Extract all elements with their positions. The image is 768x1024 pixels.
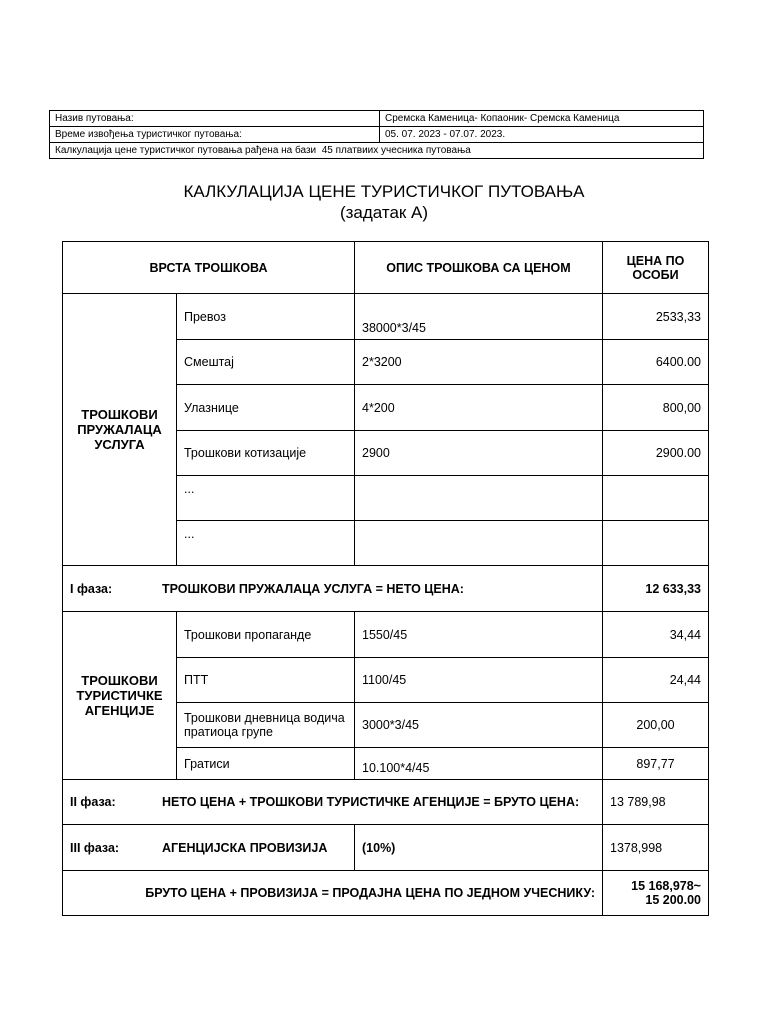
phase-1-row: [63, 566, 709, 612]
calc-basis-row: [50, 143, 704, 159]
phase-1-label: I фаза:: [70, 581, 113, 596]
cost-price: 34,44: [603, 612, 709, 658]
cost-description: 1100/45: [355, 658, 603, 703]
trip-info-table: [49, 110, 704, 159]
phase-2-text: НЕТО ЦЕНА + ТРОШКОВИ ТУРИСТИЧКЕ АГЕНЦИЈЕ = БРУТО ЦЕНА:: [162, 795, 580, 809]
cost-description: 4*200: [355, 385, 603, 431]
cost-description: 38000*3/45: [355, 294, 603, 340]
cost-price: 800,00: [603, 385, 709, 431]
phase-2-label: II фаза:: [70, 795, 116, 809]
cost-item: ...: [177, 476, 355, 521]
phase-2-value: 13 789,98: [603, 780, 709, 825]
cost-description: 3000*3/45: [355, 703, 603, 748]
trip-name-value: Сремска Каменица- Копаоник- Сремска Каменица: [380, 111, 704, 127]
cost-item: Трошкови котизације: [177, 431, 355, 476]
cost-item: Превоз: [177, 294, 355, 340]
table-row: [63, 294, 709, 340]
phase-3-cell: [63, 825, 355, 871]
agency-costs-category: ТРОШКОВИ ТУРИСТИЧКЕ АГЕНЦИЈЕ: [63, 612, 177, 780]
phase-2-cell: [63, 780, 603, 825]
cost-item: Улазнице: [177, 385, 355, 431]
cost-description: [355, 521, 603, 566]
cost-description: 1550/45: [355, 612, 603, 658]
cost-price: 2533,33: [603, 294, 709, 340]
cost-item: ...: [177, 521, 355, 566]
calc-basis-count: 45: [321, 145, 333, 156]
cost-item: Гратиси: [177, 748, 355, 780]
header-price-per-person: ЦЕНА ПО ОСОБИ: [603, 242, 709, 294]
cost-price: [603, 521, 709, 566]
cost-price: 897,77: [603, 748, 709, 780]
final-price-text: БРУТО ЦЕНА + ПРОВИЗИЈА = ПРОДАЈНА ЦЕНА ПО ЈЕДНОМ УЧЕСНИКУ:: [63, 871, 603, 916]
table-row: [63, 612, 709, 658]
final-row: [63, 871, 709, 916]
cost-price: 2900.00: [603, 431, 709, 476]
final-price-value: [603, 871, 709, 916]
cost-price: 200,00: [603, 703, 709, 748]
trip-dates-row: [50, 127, 704, 143]
phase-1-text: ТРОШКОВИ ПРУЖАЛАЦА УСЛУГА = НЕТО ЦЕНА:: [162, 581, 464, 596]
header-row: [63, 242, 709, 294]
cost-item: ПТТ: [177, 658, 355, 703]
cost-item: Трошкови пропаганде: [177, 612, 355, 658]
phase-1-value: 12 633,33: [603, 566, 709, 612]
cost-item: Смештај: [177, 340, 355, 385]
trip-name-row: [50, 111, 704, 127]
cost-description: [355, 476, 603, 521]
phase-3-description: (10%): [355, 825, 603, 871]
phase-3-text: АГЕНЦИЈСКА ПРОВИЗИЈА: [162, 840, 328, 855]
trip-dates-label: Време извођења туристичког путовања:: [50, 127, 380, 143]
phase-3-row: [63, 825, 709, 871]
provider-costs-category: ТРОШКОВИ ПРУЖАЛАЦА УСЛУГА: [63, 294, 177, 566]
page-subtitle: (задатак А): [339, 203, 429, 222]
trip-name-label: Назив путовања:: [50, 111, 380, 127]
trip-dates-value: 05. 07. 2023 - 07.07. 2023.: [380, 127, 704, 143]
phase-3-label: III фаза:: [70, 840, 120, 855]
page-title: КАЛКУЛАЦИЈА ЦЕНЕ ТУРИСТИЧКОГ ПУТОВАЊА: [183, 182, 585, 201]
calc-basis-cell: [50, 143, 704, 159]
phase-2-row: [63, 780, 709, 825]
cost-description: 2*3200: [355, 340, 603, 385]
cost-description: 2900: [355, 431, 603, 476]
header-cost-type: ВРСТА ТРОШКОВА: [63, 242, 355, 294]
header-cost-description: ОПИС ТРОШКОВА СА ЦЕНОМ: [355, 242, 603, 294]
cost-price: [603, 476, 709, 521]
cost-price: 6400.00: [603, 340, 709, 385]
calculation-table: [62, 241, 709, 916]
calc-basis-prefix: Калкулација цене туристичког путовања рађена на бази: [55, 145, 317, 156]
calc-basis-suffix: платвиих учесника путовања: [335, 145, 471, 156]
final-price-line-2: 15 200.00: [645, 893, 701, 907]
final-price-line-1: 15 168,978~: [631, 879, 701, 893]
cost-item: Трошкови дневница водича пратиоца групе: [177, 703, 355, 748]
cost-description: 10.100*4/45: [355, 748, 603, 780]
phase-1-cell: [63, 566, 603, 612]
phase-3-value: 1378,998: [603, 825, 709, 871]
cost-price: 24,44: [603, 658, 709, 703]
